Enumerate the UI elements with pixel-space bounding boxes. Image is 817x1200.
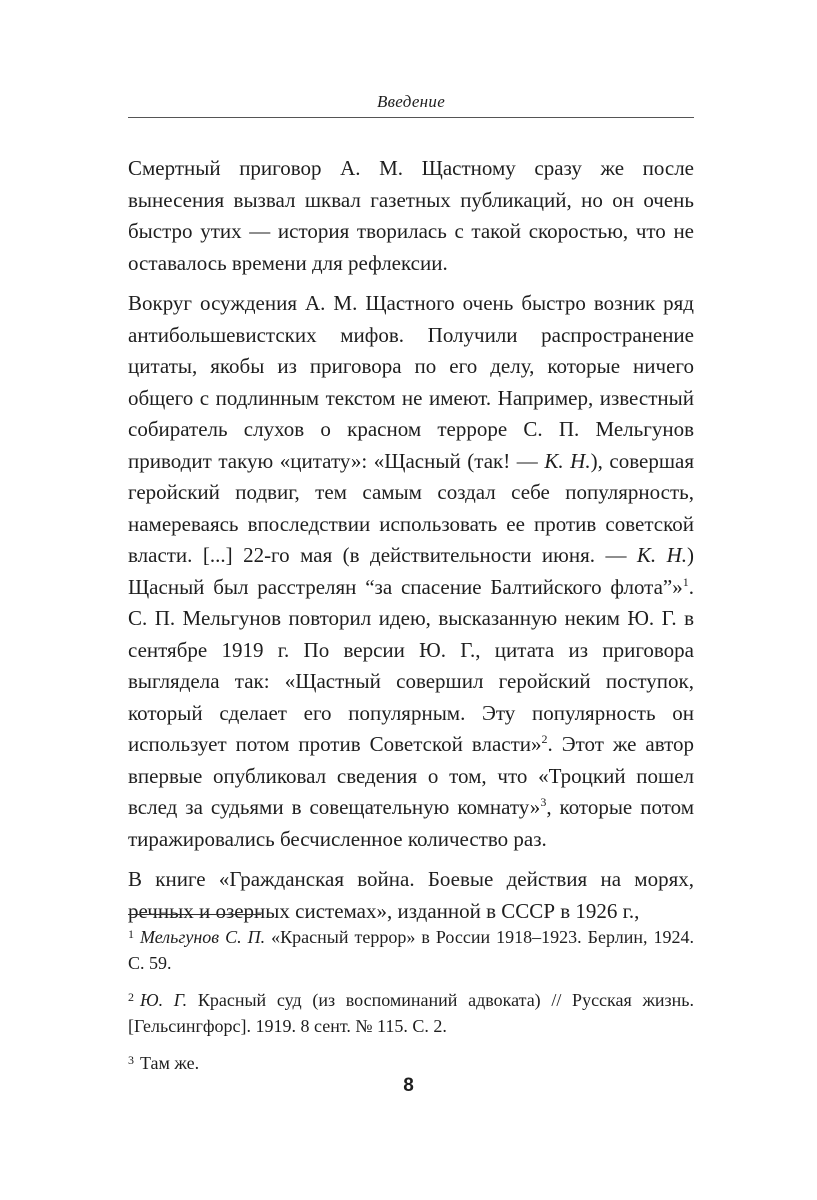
paragraph-2-part-c: ) Щасный был расстрелян “за спасение Балтийского флота”» <box>128 543 694 599</box>
footnote-mark: 1 <box>128 927 134 941</box>
footnote-text: «Красный террор» в России 1918–1923. Берлин, 1924. С. 59. <box>128 927 694 973</box>
footnote-text: Красный суд (из воспоминаний адвоката) // Русская жизнь. [Гельсингфорс]. 1919. 8 сент. № 115. С. 2. <box>128 990 694 1036</box>
paragraph-2-part-d: . С. П. Мельгунов повторил идею, высказанную неким Ю. Г. в сентябре 1919 г. По версии Ю. Г., цитата из приговора выглядела так: «Щастный совершил геройский поступок, который сделает его популярным. Эту популярность он использует потом против Советской власти» <box>128 574 694 756</box>
footnote-ref-3[interactable]: 3 <box>540 795 547 809</box>
footnote-author: Мельгунов С. П. <box>140 927 266 947</box>
editor-initials: К. Н. <box>636 543 687 567</box>
editor-initials: К. Н. <box>544 448 591 473</box>
page-number: 8 <box>403 1075 414 1096</box>
running-head: Введение <box>376 92 446 111</box>
footnotes <box>128 921 694 1084</box>
paragraph-2-part-e: . Этот же автор впервые опубликовал сведения о том, что «Троцкий пошел вслед за судьями в совещательную комнату» <box>128 732 694 819</box>
footnote-ref-1[interactable]: 1 <box>682 574 689 589</box>
paragraph-2-part-f: , которые потом тиражировались бесчисленное количество раз. <box>128 795 694 851</box>
footnote-divider <box>128 914 261 915</box>
footnote-3 <box>128 1047 694 1076</box>
footnote-2 <box>128 984 694 1039</box>
paragraph-1: Смертный приговор А. М. Щастному сразу же после вынесения вызвал шквал газетных публикаций, но он очень быстро утих — история творилась с такой скоростью, что не оставалось времени для рефлексии. <box>128 156 694 275</box>
paragraph-2-part-b: ), совершая геройский подвиг, тем самым создал себе популярность, намереваясь впоследствии использовать ее против советской власти. [...] 22-го мая (в действительности июня. — <box>128 448 694 567</box>
main-text <box>128 153 694 927</box>
paragraph-3: В книге «Гражданская война. Боевые действия на морях, речных и озерных системах», изданной в СССР в 1926 г., <box>128 867 694 923</box>
footnote-ref-2[interactable]: 2 <box>541 732 548 746</box>
footnote-1 <box>128 921 694 976</box>
footnote-mark: 3 <box>128 1053 134 1067</box>
paragraph-2-part-a: Вокруг осуждения А. М. Щастного очень быстро возник ряд антибольшевистских мифов. Получили распространение цитаты, якобы из приговора по его делу, которые ничего общего с подлинным текстом не имеют. Например, известный собиратель слухов о красном терроре С. П. Мельгунов приводит такую «цитату»: «Щасный (так! — <box>128 291 694 473</box>
paragraph-2 <box>128 288 694 855</box>
footnote-text: Там же. <box>140 1053 200 1073</box>
header-divider <box>128 117 694 118</box>
footnote-mark: 2 <box>128 990 134 1004</box>
footnote-author: Ю. Г. <box>140 990 188 1010</box>
